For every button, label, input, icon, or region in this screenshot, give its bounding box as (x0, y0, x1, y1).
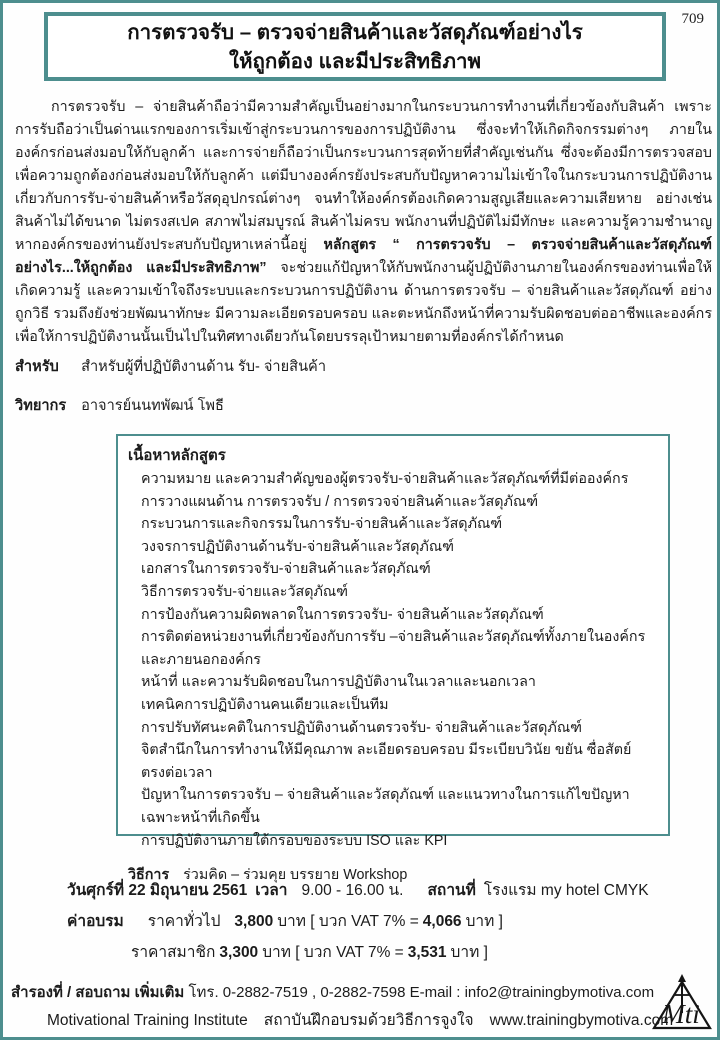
course-item: การวางแผนด้าน การตรวจรับ / การตรวจจ่ายสินค้าและวัสดุภัณฑ์ (141, 493, 539, 510)
instructor-value: อาจารย์นนทพัฒน์ โพธี (81, 398, 224, 414)
schedule-line-date (67, 875, 707, 906)
audience-value: สำหรับผู้ที่ปฏิบัติงานด้าน รับ- จ่ายสินค้า (81, 359, 327, 375)
course-item: วิธีการตรวจรับ-จ่ายและวัสดุภัณฑ์ (141, 583, 349, 600)
course-item: เอกสารในการตรวจรับ-จ่ายสินค้าและวัสดุภัณฑ์ (141, 561, 431, 578)
footer-contact-details: โทร. 0-2882-7519 , 0-2882-7598 E-mail : info2@trainingbymotiva.com (188, 984, 655, 1001)
schedule-line-price-member (131, 937, 707, 968)
venue-label: สถานที่ (427, 882, 476, 899)
intro-text-1: การตรวจรับ – จ่ายสินค้าถือว่ามีความสำคัญเป็นอย่างมากในกระบวนการทำงานที่เกี่ยวข้องกับสินค้า เพราะการรับถือว่าเป็นด่านแรกของการเริ่มเข้าสู่กระบวนการของการปฏิบัติงาน ซึ่งจะทำให้เกิดกิจกรรมต่างๆ ภายในองค์กรก่อนส่งมอบให้กับลูกค้า และการจ่ายก็ถือว่าเป็นกระบวนการสุดท้ายที่สำคัญเช่นกัน ซึ่งจะต้องมีการตรวจสอบเพื่อความถูกต้องก่อนส่งมอบให้กับลูกค้า แต่มีบางองค์กรยังประสบกับปัญหาความไม่เข้าใจในกระบวนการปฏิบัติงานเกี่ยวกับการรับ-จ่ายสินค้าหรือวัสดุอุปกรณ์ต่างๆ จนทำให้องค์กรต้องเกิดความสูญเสียและความเสียหาย อย่างเช่น สินค้าไม่ได้ขนาด ไม่ตรงสเปค สภาพไม่สมบูรณ์ สินค้าไม่ครบ พนักงานที่ปฏิบัติไม่มีทักษะ และความรู้ความชำนาญ หากองค์กรของท่านยังประสบกับปัญหาเหล่านี้อยู่ (15, 99, 712, 253)
course-item: วงจรการปฏิบัติงานด้านรับ-จ่ายสินค้าและวัสดุภัณฑ์ (141, 538, 454, 555)
course-content-list (128, 468, 658, 852)
price-general-label: ราคาทั่วไป (147, 913, 221, 930)
course-item: จิตสำนึกในการทำงานให้มีคุณภาพ ละเอียดรอบครอบ มีระเบียบวินัย ขยัน ซื่อสัตย์ ตรงต่อเวลา (141, 742, 632, 781)
course-item: หน้าที่ และความรับผิดชอบในการปฏิบัติงานในเวลาและนอกเวลา (141, 674, 536, 691)
course-title-line1: การตรวจรับ – ตรวจจ่ายสินค้าและวัสดุภัณฑ์อย่างไร (127, 20, 583, 44)
course-title-line2: ให้ถูกต้อง และมีประสิทธิภาพ (228, 49, 482, 73)
course-item: กระบวนการและกิจกรรมในการรับ-จ่ายสินค้าและวัสดุภัณฑ์ (141, 516, 503, 533)
page-number: 709 (681, 11, 704, 27)
instructor-label: วิทยากร (15, 398, 67, 414)
price-general-close: บาท ] (465, 913, 503, 930)
venue-value: โรงแรม my hotel CMYK (483, 882, 649, 899)
footer-contact-line (11, 980, 661, 1004)
footer-website: www.trainingbymotiva.com (489, 1012, 674, 1029)
course-item: การปรับทัศนะคติในการปฏิบัติงานด้านตรวจรับ- จ่ายสินค้าและวัสดุภัณฑ์ (141, 719, 582, 736)
price-general-vat-text: บาท [ บวก VAT 7% = (277, 913, 419, 930)
course-item: ปัญหาในการตรวจรับ – จ่ายสินค้าและวัสดุภัณฑ์ และแนวทางในการแก้ไขปัญหาเฉพาะหน้าที่เกิดขึ้น (141, 787, 630, 826)
price-member-vat-amount: 3,531 (407, 944, 447, 961)
footer-brand-line (47, 1007, 689, 1032)
mti-logo-icon (652, 973, 712, 1031)
footer-contact-label: สำรองที่ / สอบถาม เพิ่มเติม (11, 984, 185, 1001)
intro-paragraph (15, 96, 712, 349)
price-member-label: ราคาสมาชิก (131, 944, 216, 961)
footer-brand-th: สถาบันฝึกอบรมด้วยวิธีการจูงใจ (263, 1012, 474, 1029)
time-value: 9.00 - 16.00 น. (301, 882, 404, 899)
course-content-box (116, 434, 670, 884)
course-item: การติดต่อหน่วยงานที่เกี่ยวข้องกับการรับ –จ่ายสินค้าและวัสดุภัณฑ์ทั้งภายในองค์กร และภายนอกองค์กร (141, 629, 646, 668)
price-general-vat-amount: 4,066 (422, 913, 462, 930)
svg-text:Mti: Mti (662, 999, 700, 1029)
price-member-close: บาท ] (450, 944, 488, 961)
intro-course-name-bold: หลักสูตร “ การตรวจรับ – ตรวจจ่ายสินค้าและวัสดุภัณฑ์อย่างไร...ให้ถูกต้อง และมีประสิทธิภาพ” (15, 237, 712, 276)
intro-text-2: จะช่วยแก้ปัญหาให้กับพนักงานผู้ปฏิบัติงานภายในองค์กรของท่านเพื่อให้เกิดความรู้ และความเข้าใจถึงระบบและกระบวนการปฏิบัติงาน ด้านการตรวจรับ – จ่ายสินค้าและวัสดุภัณฑ์ อย่างถูกวิธี รวมถึงยังช่วยพัฒนาทักษะ มีความละเอียดรอบครอบ และตะหนักถึงหน้าที่ความรับผิดชอบต่ออาชีพและองค์กร เพื่อให้การปฏิบัติงานนั้นเป็นไปในทิศทางเดียวกันโดยบรรลุเป้าหมายตามที่องค์กรได้กำหนด (15, 260, 712, 345)
schedule-date: วันศุกร์ที่ 22 มิถุนายน 2561 (67, 882, 248, 899)
audience-row (15, 355, 326, 378)
price-member-amount: 3,300 (219, 944, 259, 961)
fee-label: ค่าอบรม (67, 913, 124, 930)
mti-triangle-logo (652, 973, 712, 1031)
instructor-row (15, 394, 224, 417)
course-item: การป้องกันความผิดพลาดในการตรวจรับ- จ่ายสินค้าและวัสดุภัณฑ์ (141, 606, 544, 623)
course-item: การปฏิบัติงานภายใต้กรอบของระบบ ISO และ KPI (141, 832, 448, 849)
audience-label: สำหรับ (15, 359, 59, 375)
price-member-vat-text: บาท [ บวก VAT 7% = (262, 944, 404, 961)
course-title-box (44, 12, 666, 81)
schedule-section (67, 875, 707, 968)
course-item: เทคนิคการปฏิบัติงานคนเดียวและเป็นทีม (141, 696, 389, 713)
method-value: ร่วมคิด – ร่วมคุย บรรยาย Workshop (183, 867, 408, 884)
price-general-amount: 3,800 (234, 913, 274, 930)
schedule-line-price-general (67, 906, 707, 937)
footer-brand-en: Motivational Training Institute (47, 1012, 248, 1029)
method-label: วิธีการ (128, 867, 170, 884)
course-content-heading: เนื้อหาหลักสูตร (128, 447, 226, 464)
course-item: ความหมาย และความสำคัญของผู้ตรวจรับ-จ่ายสินค้าและวัสดุภัณฑ์ที่มีต่อองค์กร (141, 471, 629, 487)
time-label: เวลา (255, 882, 288, 899)
